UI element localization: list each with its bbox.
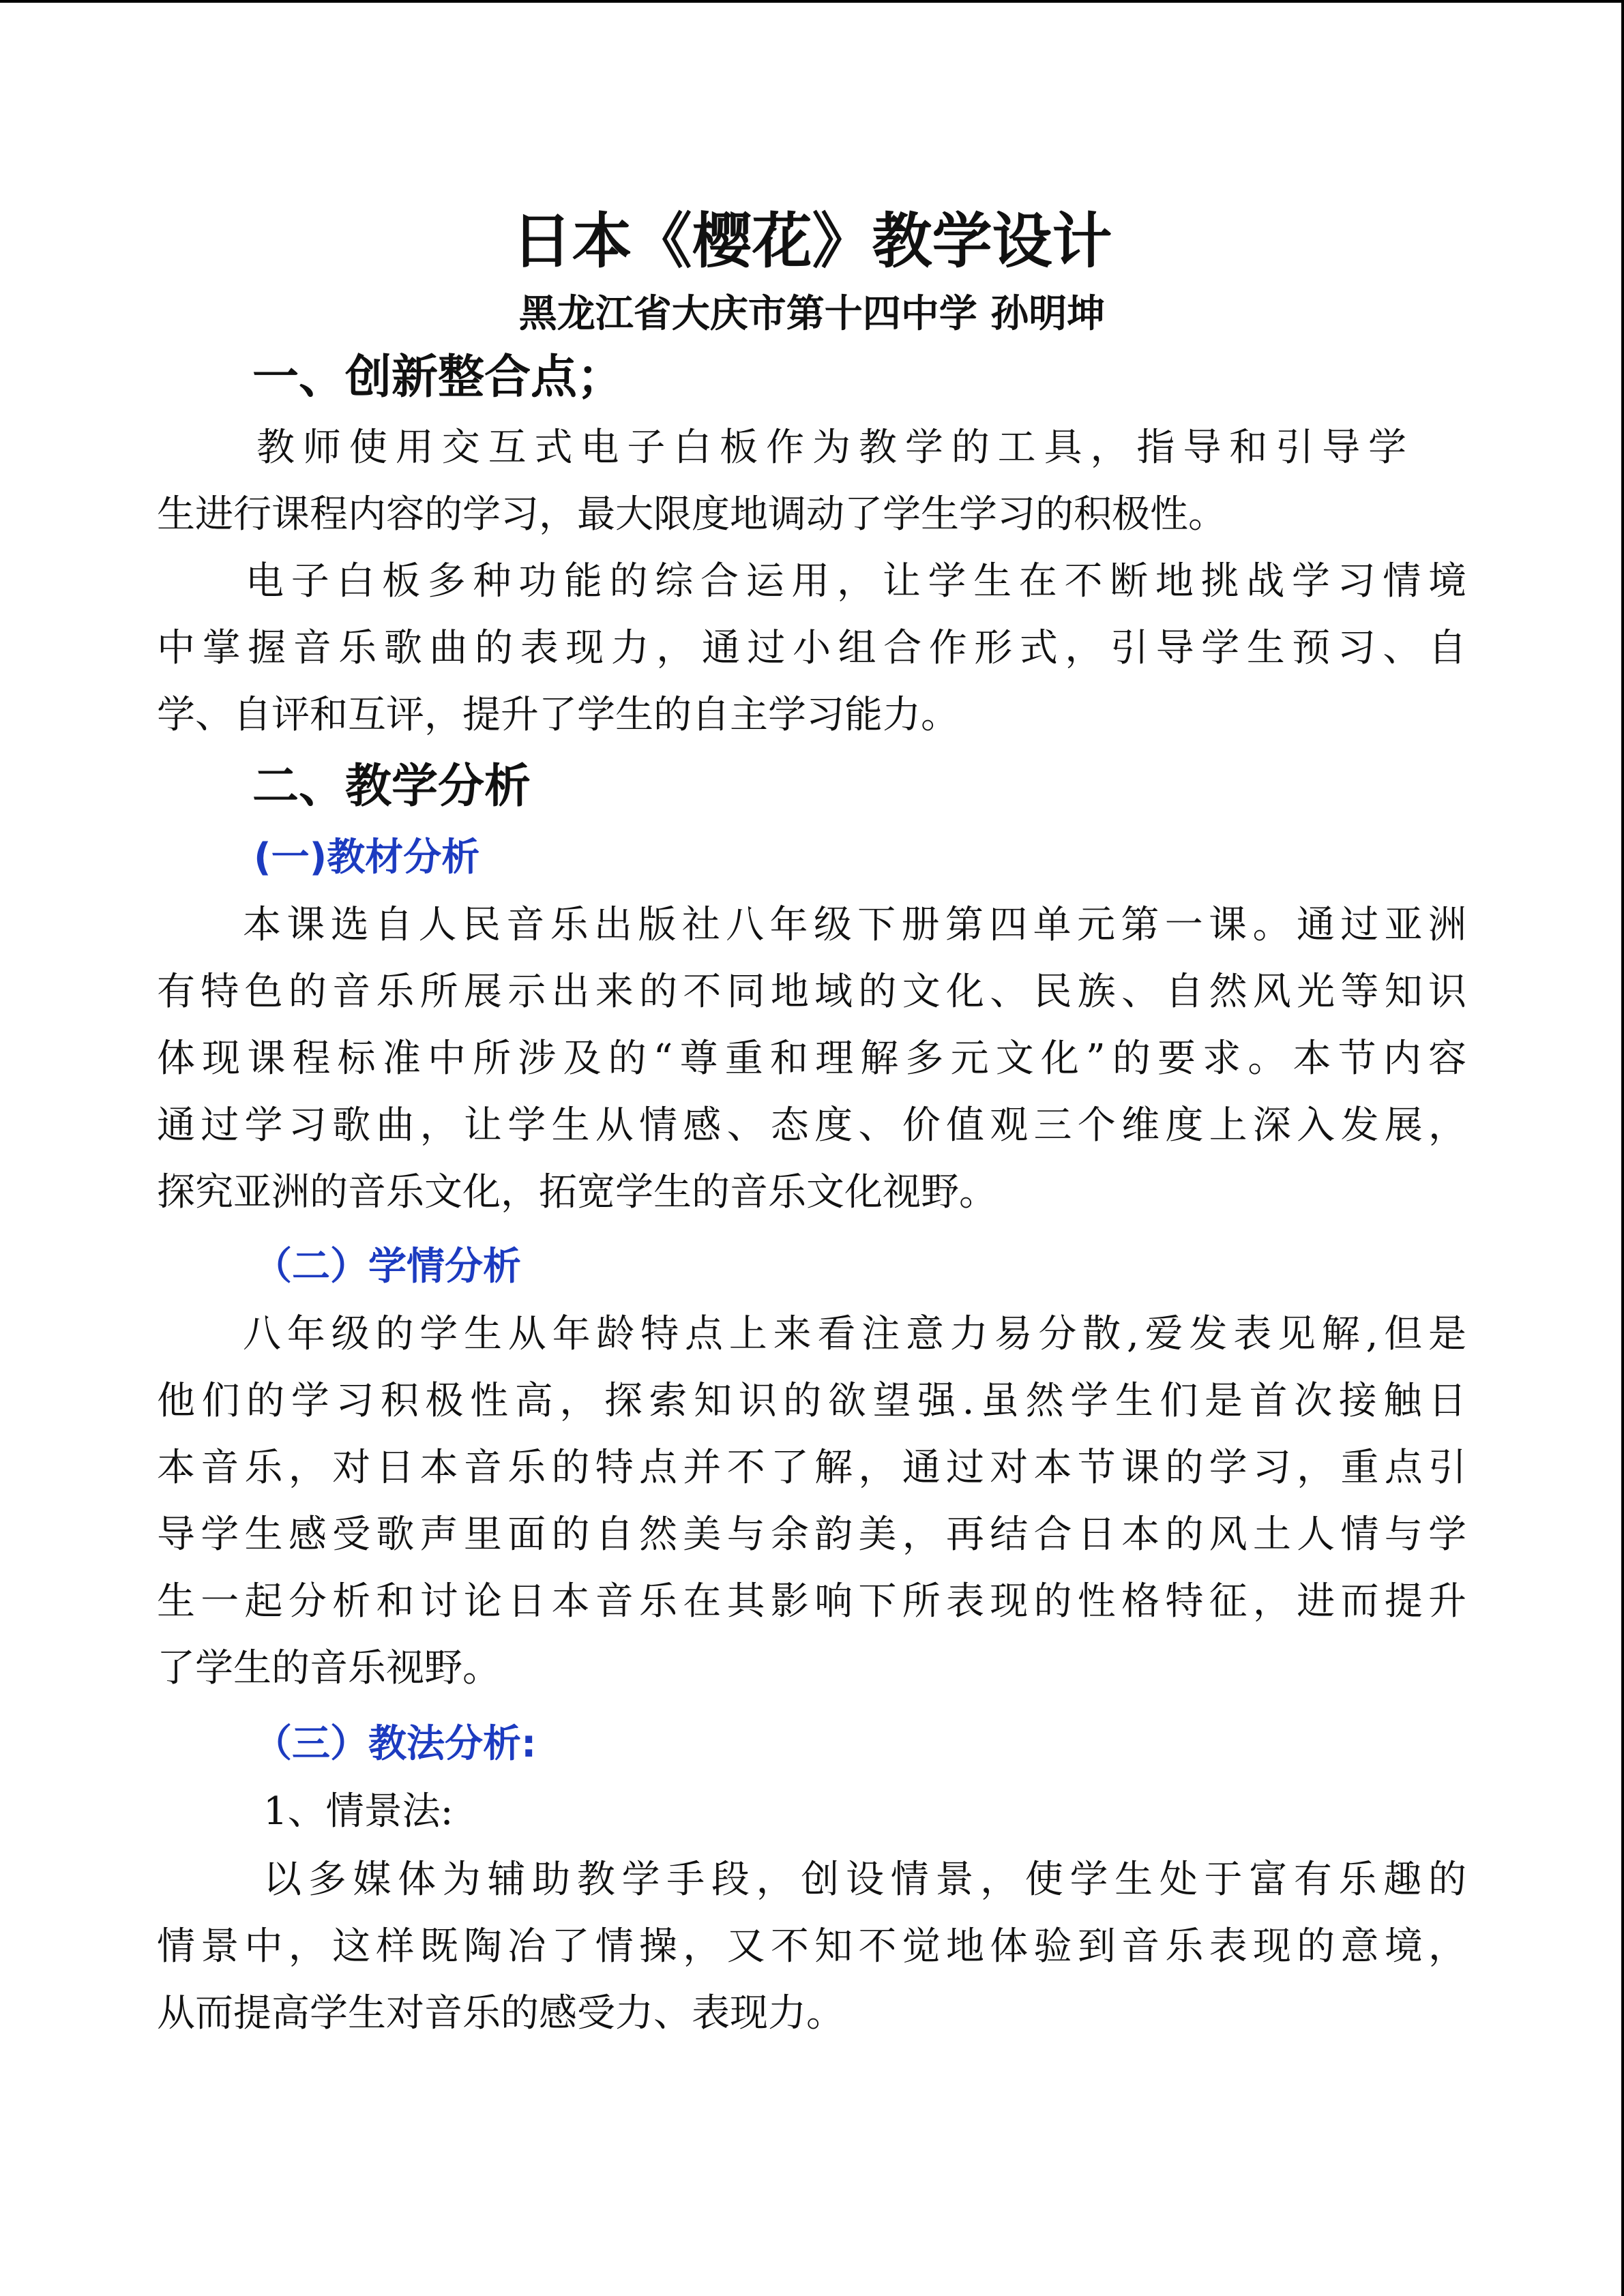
- paragraph-line: 有特色的音乐所展示出来的不同地域的文化、民族、自然风光等知识: [157, 970, 1466, 1014]
- list-item-scenario-method: [157, 1778, 1466, 1845]
- paragraph-line: 教师使用交互式电子白板作为教学的工具，指导和引导学: [256, 426, 1406, 470]
- paragraph-line: 通过学习歌曲，让学生从情感、态度、价值观三个维度上深入发展，: [157, 1103, 1466, 1148]
- paragraph-textbook: [157, 892, 1466, 1226]
- paragraph-scenario-method: [157, 1847, 1466, 2047]
- paragraph-innovation-1: [157, 415, 1466, 548]
- paragraph-line: 导学生感受歌声里面的自然美与余韵美，再结合日本的风土人情与学: [157, 1512, 1466, 1557]
- document-title: 日本《樱花》教学设计: [512, 206, 1112, 276]
- paragraph-line: 学、自评和互评，提升了学生的自主学习能力。: [157, 693, 959, 737]
- paragraph-line: 生一起分析和讨论日本音乐在其影响下所表现的性格特征，进而提升: [157, 1579, 1466, 1624]
- paragraph-line: 1、情景法:: [263, 1789, 454, 1834]
- subsection-heading-textbook: (一)教材分析: [254, 835, 480, 880]
- paragraph-line: 生进行课程内容的学习，最大限度地调动了学生学习的积极性。: [157, 492, 1226, 537]
- paragraph-line: 探究亚洲的音乐文化，拓宽学生的音乐文化视野。: [157, 1170, 997, 1214]
- subsection-heading-students: （二）学情分析: [254, 1244, 521, 1289]
- author-line: 黑龙江省大庆市第十四中学 孙明坤: [518, 292, 1106, 336]
- paragraph-line: 八年级的学生从年龄特点上来看注意力易分散,爱发表见解,但是: [243, 1312, 1466, 1356]
- paragraph-line: 从而提高学生对音乐的感受力、表现力。: [157, 1991, 844, 2036]
- paragraph-line: 本音乐，对日本音乐的特点并不了解，通过对本节课的学习，重点引: [157, 1446, 1466, 1490]
- paragraph-line: 以多媒体为辅助教学手段，创设情景，使学生处于富有乐趣的: [263, 1858, 1466, 1902]
- paragraph-line: 了学生的音乐视野。: [157, 1646, 501, 1690]
- section-heading-innovation: 一、创新整合点；: [252, 351, 624, 404]
- section-heading-analysis: 二、教学分析: [252, 760, 531, 814]
- paragraph-line: 情景中，这样既陶冶了情操，又不知不觉地体验到音乐表现的意境，: [157, 1924, 1466, 1969]
- paragraph-line: 本课选自人民音乐出版社八年级下册第四单元第一课。通过亚洲: [243, 903, 1466, 947]
- paragraph-line: 体现课程标准中所涉及的“尊重和理解多元文化”的要求。本节内容: [157, 1037, 1466, 1081]
- subsection-heading-methods: （三）教法分析:: [254, 1722, 537, 1766]
- paragraph-line: 中掌握音乐歌曲的表现力，通过小组合作形式，引导学生预习、自: [157, 626, 1466, 670]
- paragraph-students: [157, 1301, 1466, 1702]
- paragraph-line: 他们的学习积极性高，探索知识的欲望强.虽然学生们是首次接触日: [157, 1379, 1466, 1423]
- paragraph-innovation-2: [157, 548, 1466, 749]
- paragraph-line: 电子白板多种功能的综合运用，让学生在不断地挑战学习情境: [246, 559, 1466, 603]
